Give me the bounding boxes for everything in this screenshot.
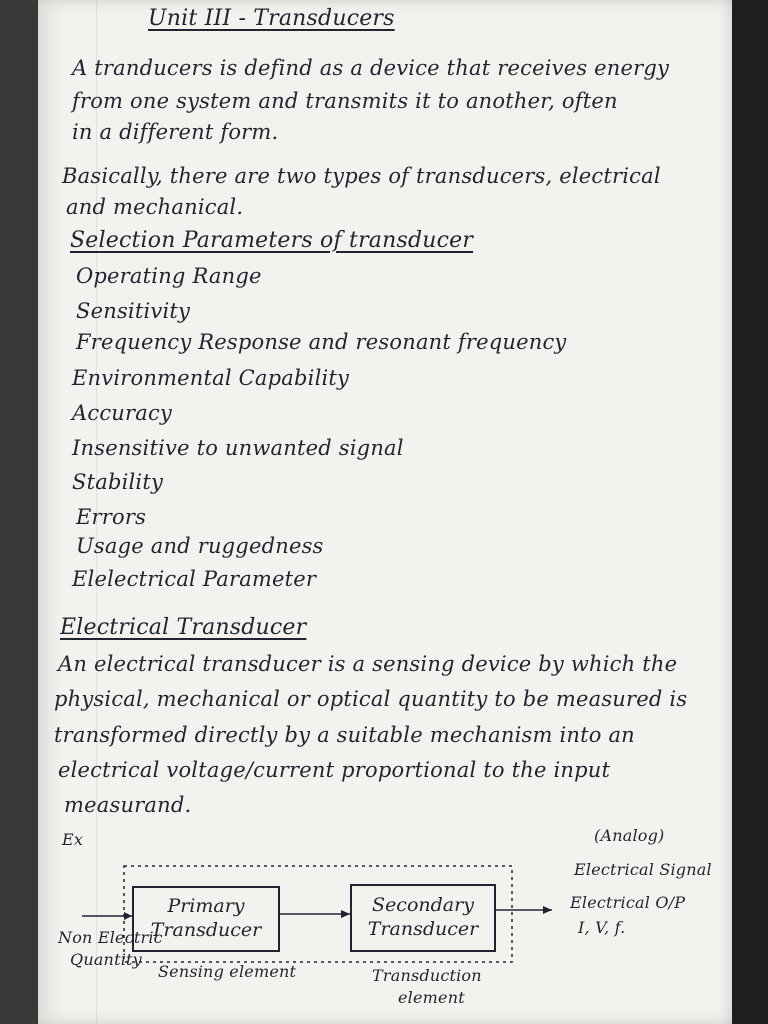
selection-item: Insensitive to unwanted signal	[72, 436, 404, 460]
selection-item: Accuracy	[72, 401, 172, 425]
electrical-heading: Electrical Transducer	[60, 615, 307, 640]
ivf-label: I, V, f.	[578, 918, 626, 937]
sensing-element-label: Sensing element	[158, 962, 297, 981]
electrical-line-2: physical, mechanical or optical quantity to be measured is	[54, 687, 688, 711]
page-title: Unit III - Transducers	[148, 6, 395, 31]
electrical-line-3: transformed directly by a suitable mechanism into an	[54, 723, 635, 747]
secondary-box-line-1: Secondary	[372, 894, 474, 917]
selection-item: Frequency Response and resonant frequency	[76, 330, 567, 354]
selection-item: Usage and ruggedness	[76, 534, 324, 558]
electrical-line-1: An electrical transducer is a sensing device by which the	[58, 652, 678, 676]
selection-item: Stability	[72, 470, 164, 494]
selection-item: Sensitivity	[76, 299, 191, 323]
input-label-line-2: Quantity	[70, 950, 142, 969]
primary-box-line-1: Primary	[167, 895, 245, 918]
electrical-line-4: electrical voltage/current proportional to the input	[58, 758, 611, 782]
selection-item: Elelectrical Parameter	[72, 567, 317, 591]
primary-box-line-2: Transducer	[150, 919, 262, 941]
intro-line-2: from one system and transmits it to another, often	[72, 89, 618, 113]
selection-item: Environmental Capability	[72, 366, 350, 390]
selection-item: Operating Range	[76, 264, 262, 288]
selection-item: Errors	[76, 505, 147, 529]
transduction-label-line-1: Transduction	[372, 966, 482, 985]
input-label-line-1: Non Electric	[58, 928, 163, 947]
secondary-transducer-box	[350, 884, 496, 952]
intro-line-3: in a different form.	[72, 120, 279, 144]
intro-line-1: A tranducers is defind as a device that receives energy	[72, 56, 670, 80]
electrical-output-label: Electrical O/P	[570, 893, 686, 912]
secondary-box-line-2: Transducer	[367, 918, 479, 940]
transduction-label-line-2: element	[398, 988, 465, 1007]
types-line-1: Basically, there are two types of transducers, electrical	[62, 164, 661, 188]
analog-label: (Analog)	[594, 826, 665, 845]
electrical-signal-label: Electrical Signal	[574, 860, 712, 879]
types-line-2: and mechanical.	[66, 195, 244, 219]
selection-heading: Selection Parameters of transducer	[70, 228, 474, 253]
example-label: Ex	[62, 830, 84, 849]
electrical-line-5: measurand.	[64, 793, 192, 817]
